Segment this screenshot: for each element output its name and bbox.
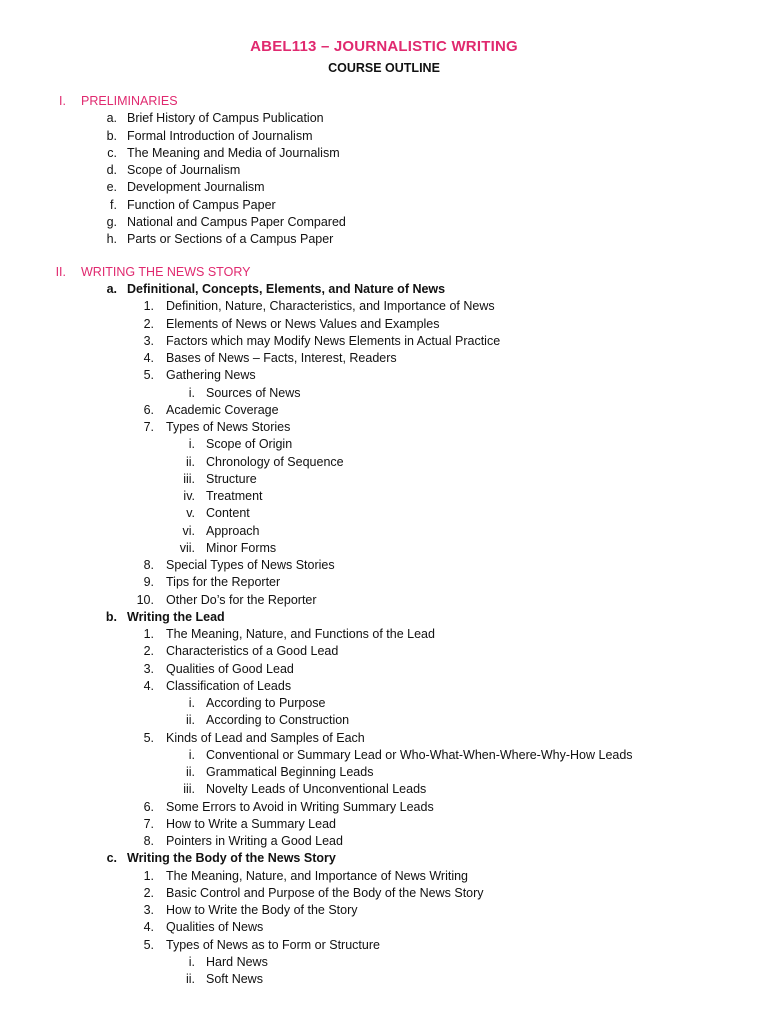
- outline-subitem: [0, 471, 768, 488]
- outline-marker: v.: [186, 506, 195, 521]
- outline-marker: 5.: [143, 937, 154, 952]
- outline-item: [0, 902, 768, 919]
- outline-marker: f.: [110, 197, 117, 212]
- outline-text: Qualities of News: [166, 920, 264, 935]
- outline-text: PRELIMINARIES: [81, 94, 178, 108]
- outline-subitem: [0, 436, 768, 453]
- outline-text: Factors which may Modify News Elements in Actual Practice: [166, 333, 501, 348]
- outline-subitem: [0, 385, 768, 402]
- outline-item: [0, 833, 768, 850]
- outline-text: Qualities of Good Lead: [166, 661, 294, 676]
- outline-item: [0, 937, 768, 954]
- outline-marker: a.: [106, 111, 117, 126]
- outline-marker: 5.: [143, 730, 154, 745]
- outline-marker: 2.: [143, 885, 154, 900]
- document-subtitle: COURSE OUTLINE: [328, 61, 440, 75]
- outline-item: [0, 298, 768, 315]
- outline-text: Formal Introduction of Journalism: [127, 128, 313, 143]
- outline-item: [0, 661, 768, 678]
- outline-text: Pointers in Writing a Good Lead: [166, 834, 343, 848]
- outline-text: Elements of News or News Values and Examples: [166, 316, 440, 331]
- outline-marker: a.: [106, 282, 117, 296]
- outline-item: [0, 128, 768, 145]
- outline-item: [0, 868, 768, 885]
- outline-marker: ii.: [185, 765, 195, 779]
- section-heading: [0, 93, 768, 110]
- outline-marker: 7.: [143, 420, 154, 434]
- outline-marker: d.: [106, 163, 117, 177]
- outline-text: Academic Coverage: [166, 402, 279, 417]
- outline-marker: e.: [106, 180, 117, 195]
- outline-text: How to Write the Body of the Story: [166, 903, 358, 917]
- outline-marker: 1.: [143, 868, 154, 883]
- outline-text: Characteristics of a Good Lead: [166, 644, 339, 659]
- outline-subitem: [0, 540, 768, 557]
- outline-item: [0, 626, 768, 643]
- outline-text: Parts or Sections of a Campus Paper: [127, 232, 334, 246]
- outline-text: Minor Forms: [206, 540, 277, 555]
- outline-text: Classification of Leads: [166, 678, 292, 693]
- outline-text: Definition, Nature, Characteristics, and Importance of News: [166, 299, 495, 314]
- outline-marker: 8.: [143, 558, 154, 572]
- outline-marker: 5.: [143, 368, 154, 383]
- outline-text: WRITING THE NEWS STORY: [81, 264, 251, 279]
- outline-item: [0, 730, 768, 747]
- subsection-heading: [0, 281, 768, 298]
- outline-marker: iii.: [183, 471, 195, 486]
- outline-text: According to Purpose: [206, 696, 326, 710]
- subsection-heading: [0, 850, 768, 867]
- outline-marker: iv.: [183, 489, 195, 503]
- outline-marker: vi.: [182, 523, 195, 538]
- outline-marker: 9.: [143, 575, 154, 590]
- outline-text: National and Campus Paper Compared: [127, 214, 346, 229]
- outline-text: Sources of News: [206, 385, 301, 400]
- outline-item: [0, 367, 768, 384]
- outline-text: Some Errors to Avoid in Writing Summary Leads: [166, 799, 434, 814]
- outline-marker: c.: [107, 145, 117, 160]
- outline-text: Definitional, Concepts, Elements, and Nature of News: [127, 282, 446, 296]
- outline-text: Types of News Stories: [166, 420, 291, 434]
- outline-marker: b.: [105, 609, 117, 624]
- outline-text: Chronology of Sequence: [206, 454, 344, 469]
- outline-text: Treatment: [206, 489, 263, 503]
- outline-marker: ii.: [185, 972, 195, 986]
- outline-item: [0, 110, 768, 127]
- outline-subitem: [0, 747, 768, 764]
- outline-subitem: [0, 488, 768, 505]
- outline-text: Scope of Origin: [206, 437, 293, 452]
- outline-text: Content: [206, 506, 250, 521]
- outline-text: Other Do’s for the Reporter: [166, 592, 317, 607]
- outline-text: According to Construction: [206, 713, 350, 728]
- outline-text: The Meaning and Media of Journalism: [127, 145, 340, 160]
- outline-marker: I.: [59, 94, 66, 108]
- outline-text: Kinds of Lead and Samples of Each: [166, 730, 365, 745]
- outline-marker: 4.: [143, 351, 154, 365]
- outline-text: Writing the Lead: [127, 609, 225, 624]
- outline-item: [0, 214, 768, 231]
- outline-marker: 7.: [143, 816, 154, 831]
- outline-marker: 3.: [143, 333, 154, 348]
- outline-text: Special Types of News Stories: [166, 558, 335, 572]
- outline-text: Basic Control and Purpose of the Body of the News Story: [166, 885, 484, 900]
- outline-marker: h.: [106, 232, 117, 246]
- outline-text: Types of News as to Form or Structure: [166, 937, 380, 952]
- outline-subitem: [0, 954, 768, 971]
- outline-marker: vii.: [179, 540, 195, 555]
- outline-item: [0, 162, 768, 179]
- outline-item: [0, 557, 768, 574]
- outline-subitem: [0, 712, 768, 729]
- outline-subitem: [0, 781, 768, 798]
- outline-item: [0, 145, 768, 162]
- outline-marker: 6.: [143, 799, 154, 814]
- outline-item: [0, 402, 768, 419]
- outline-item: [0, 197, 768, 214]
- outline-subitem: [0, 454, 768, 471]
- outline-subitem: [0, 764, 768, 781]
- outline-subitem: [0, 971, 768, 988]
- outline-marker: 1.: [143, 299, 154, 314]
- outline-marker: 2.: [143, 644, 154, 659]
- outline-text: How to Write a Summary Lead: [166, 816, 336, 831]
- outline-item: [0, 574, 768, 591]
- outline-marker: 4.: [143, 920, 154, 935]
- outline-item: [0, 799, 768, 816]
- outline-text: Development Journalism: [127, 180, 265, 195]
- outline-item: [0, 592, 768, 609]
- outline-item: [0, 678, 768, 695]
- outline-text: Novelty Leads of Unconventional Leads: [206, 782, 427, 797]
- outline-item: [0, 350, 768, 367]
- outline-marker: i.: [188, 437, 195, 452]
- outline-item: [0, 179, 768, 196]
- outline-marker: iii.: [183, 782, 195, 797]
- outline-marker: ii.: [185, 454, 195, 469]
- outline-subitem: [0, 695, 768, 712]
- outline-marker: g.: [106, 214, 117, 229]
- outline-text: Bases of News – Facts, Interest, Readers: [166, 351, 397, 365]
- outline-text: The Meaning, Nature, and Functions of the Lead: [166, 627, 435, 641]
- outline-marker: i.: [188, 385, 195, 400]
- outline-text: Approach: [206, 523, 260, 538]
- outline-marker: i.: [188, 747, 195, 762]
- outline-marker: i.: [188, 696, 195, 710]
- outline-marker: 2.: [143, 316, 154, 331]
- outline-marker: ii.: [185, 713, 195, 728]
- outline-marker: 6.: [143, 402, 154, 417]
- section-heading: [0, 264, 768, 281]
- outline-marker: i.: [188, 954, 195, 969]
- outline-text: Conventional or Summary Lead or Who-What-When-Where-Why-How Leads: [206, 747, 633, 762]
- subsection-heading: [0, 609, 768, 626]
- outline-item: [0, 643, 768, 660]
- outline-marker: II.: [55, 264, 66, 279]
- outline-marker: 4.: [143, 678, 154, 693]
- outline-text: Structure: [206, 471, 257, 486]
- outline-marker: 3.: [143, 903, 154, 917]
- document-title: ABEL113 – JOURNALISTIC WRITING: [250, 38, 518, 55]
- outline-subitem: [0, 505, 768, 522]
- outline-text: Hard News: [206, 954, 268, 969]
- outline-text: Soft News: [206, 972, 263, 986]
- outline-text: The Meaning, Nature, and Importance of News Writing: [166, 868, 468, 883]
- outline-text: Writing the Body of the News Story: [127, 851, 336, 866]
- outline-item: [0, 419, 768, 436]
- outline-text: Tips for the Reporter: [166, 575, 281, 590]
- outline-item: [0, 919, 768, 936]
- outline-text: Gathering News: [166, 368, 256, 383]
- outline-item: [0, 231, 768, 248]
- outline-marker: 1.: [143, 627, 154, 641]
- outline-item: [0, 816, 768, 833]
- outline-item: [0, 333, 768, 350]
- outline-text: Grammatical Beginning Leads: [206, 765, 374, 779]
- outline-item: [0, 316, 768, 333]
- outline-marker: b.: [106, 128, 117, 143]
- outline-text: Scope of Journalism: [127, 163, 241, 177]
- outline-text: Brief History of Campus Publication: [127, 111, 324, 126]
- outline-item: [0, 885, 768, 902]
- outline-marker: c.: [106, 851, 117, 866]
- outline-marker: 3.: [143, 661, 154, 676]
- outline-marker: 8.: [143, 834, 154, 848]
- outline-subitem: [0, 523, 768, 540]
- outline-marker: 10.: [136, 592, 154, 607]
- outline-text: Function of Campus Paper: [127, 197, 276, 212]
